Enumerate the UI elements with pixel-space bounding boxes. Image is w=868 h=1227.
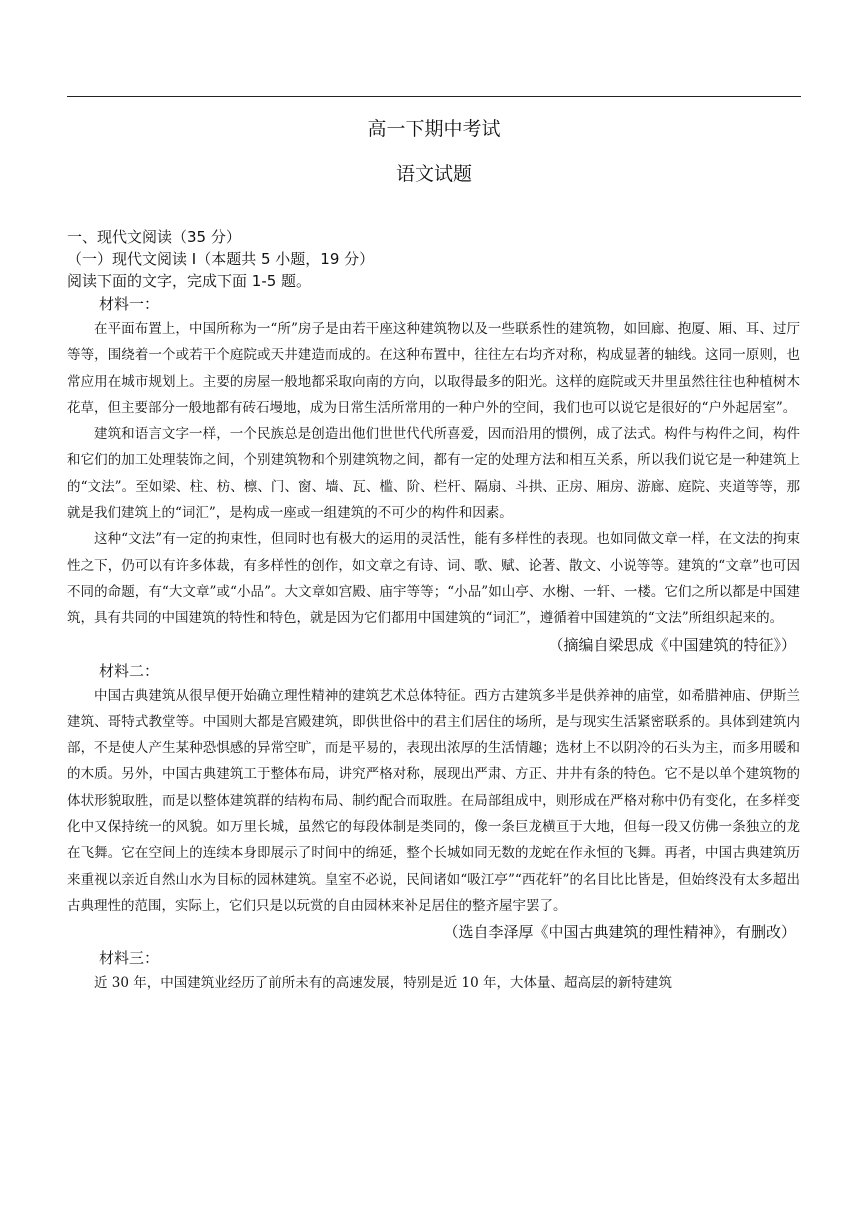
exam-subtitle: 语文试题 (395, 163, 472, 185)
material-1-paragraph-1: 在平面布置上，中国所称为一“所”房子是由若干座这种建筑物以及一些联系性的建筑物，如回廊、抱厦、厢、耳、过厅等等，围绕着一个或若干个庭院或天井建造而成的。在这种布置中，往往左右均齐对称，构成显著的轴线。这同一原则，也常应用在城市规划上。主要的房屋一般地都采取向南的方向，以取得最多的阳光。这样的庭院或天井里虽然往往也种植树木花草，但主要部分一般地都有砖石墁地，成为日常生活所常用的一种户外的空间，我们也可以说它是很好的“户外起居室”。 (67, 321, 800, 416)
material-1-source: （摘编自梁思成《中国建筑的特征》） (548, 635, 796, 654)
top-rule (67, 96, 801, 97)
section-heading: 一、现代文阅读（35 分） (67, 228, 241, 246)
instruction-text: 阅读下面的文字，完成下面 1-5 题。 (67, 272, 312, 290)
material-1-paragraph-3: 这种“文法”有一定的拘束性，但同时也有极大的运用的灵活性，能有多样性的表现。也如同做文章一样，在文法的拘束性之下，仍可以有许多体裁，有多样性的创作，如文章之有诗、词、歌、赋、论著、散文、小说等等。建筑的“文章”也可因不同的命题，有“大文章”或“小品”。大文章如宫殿、庙宇等等；“小品”如山亭、水榭、一轩、一楼。它们之所以都是中国建筑，具有共同的中国建筑的特性和特色，就是因为它们都用中国建筑的“词汇”，遵循着中国建筑的“文法”所组织起来的。 (67, 531, 800, 627)
material-1-paragraph-2: 建筑和语言文字一样，一个民族总是创造出他们世世代代所喜爱，因而沿用的惯例，成了法式。构件与构件之间，构件和它们的加工处理装饰之间，个别建筑物和个别建筑物之间，都有一定的处理方法和相互关系，所以我们说它是一种建筑上的“文法”。至如梁、柱、枋、檩、门、窗、墙、瓦、槛、阶、栏杆、隔扇、斗拱、正房、厢房、游廊、庭院、夹道等等，那就是我们建筑上的“词汇”，是构成一座或一组建筑的不可少的构件和因素。 (67, 426, 800, 522)
material-2-label: 材料二： (99, 661, 160, 680)
material-2-paragraph-1: 中国古典建筑从很早便开始确立理性精神的建筑艺术总体特征。西方古建筑多半是供养神的庙堂，如希腊神庙、伊斯兰建筑、哥特式教堂等。中国则大都是宫殿建筑，即供世俗中的君主们居住的场所，是与现实生活紧密联系的。具体到建筑内部，不是使人产生某种恐惧感的异常空旷，而是平易的，表现出浓厚的生活情趣；选材上不以阴冷的石头为主，而多用暖和的木质。另外，中国古典建筑工于整体布局，讲究严格对称，展现出严肃、方正、井井有条的特色。它不是以单个建筑物的体状形貌取胜，而是以整体建筑群的结构布局、制约配合而取胜。在局部组成中，则形成在严格对称中仍有变化，在多样变化中又保持统一的风貌。如万里长城，虽然它的每段体制是类同的，像一条巨龙横亘于大地，但每一段又仿佛一条独立的龙在飞舞。它在空间上的连续本身即展示了时间中的绵延，整个长城如同无数的龙蛇在作永恒的飞舞。再者，中国古典建筑历来重视以亲近自然山水为目标的园林建筑。皇室不必说，民间诸如“吸江亭”“西花轩”的名目比比皆是，但始终没有太多超出古典理性的范围，实际上，它们只是以玩赏的自由园林来补足居住的整齐屋宇罢了。 (67, 687, 800, 914)
material-3-paragraph-1: 近 30 年，中国建筑业经历了前所未有的高速发展，特别是近 10 年，大体量、超高层的新特建筑 (94, 975, 673, 992)
exam-title: 高一下期中考试 (367, 118, 501, 140)
material-1-label: 材料一： (99, 295, 160, 313)
section-sub-heading: （一）现代文阅读 I（本题共 5 小题，19 分） (67, 250, 375, 268)
exam-body (67, 226, 800, 997)
material-3-label: 材料三： (99, 949, 160, 968)
material-2-source: （选自李泽厚《中国古典建筑的理性精神》，有删改） (443, 923, 796, 942)
